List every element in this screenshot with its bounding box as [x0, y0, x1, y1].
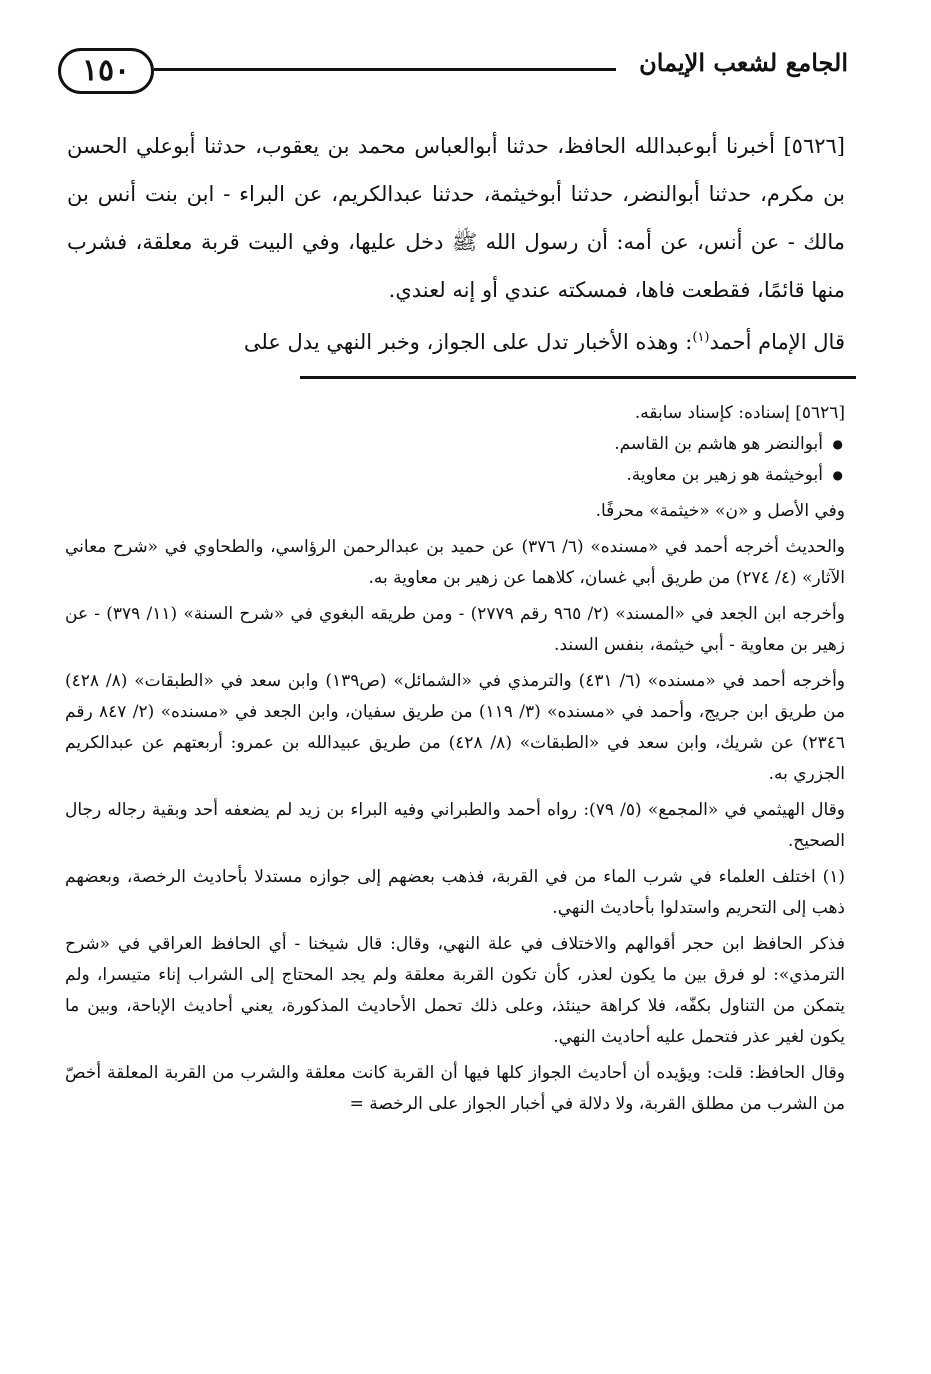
note-manuscript: وفي الأصل و «ن» «خيثمة» محرفًا. [595, 501, 845, 521]
footnote-marker: (١) [692, 330, 710, 345]
note-haythami: وقال الهيثمي في «المجمع» (٥/ ٧٩): رواه أحمد والطبراني وفيه البراء بن زيد لم يضعفه أحد وبقية رجاله رجال الصحيح. [65, 800, 846, 851]
footnote-1-hafiz: وقال الحافظ: قلت: ويؤيده أن أحاديث الجواز كلها فيها أن القربة كانت معلقة والشرب من القربة المعلقة أخصّ من الشرب من مطلق القربة، ولا دلالة في أخبار الجواز على الرخصة = [65, 1063, 845, 1114]
note-takhrij-others: وأخرجه أحمد في «مسنده» (٦/ ٤٣١) والترمذي في «الشمائل» (ص١٣٩) وابن سعد في «الطبقات» (٨/ ٤٢٨) من طريق ابن جريج، وأحمد في «مسنده» (٣/ ١١٩) من طريق سفيان، وابن الجعد في «مسنده» (٢/ ٨٤٧ رقم ٢٣٤٦) عن شريك، وابن سعد في «الطبقات» (٨/ ٤٢٨) من طريق عبيدالله بن عمرو: أربعتهم عن عبدالكريم الجزري به. [65, 671, 846, 784]
note-bullet-abunnadr: ● أبوالنضر هو هاشم بن القاسم. [65, 429, 845, 460]
footnotes [65, 398, 845, 1120]
imam-text-start: قال الإمام أحمد [709, 330, 845, 354]
page-number: ١٥٠ [58, 48, 154, 94]
footnote-1-ibn-hajar: فذكر الحافظ ابن حجر أقوالهم والاختلاف في علة النهي، وقال: قال شيخنا - أي الحافظ العراقي في «شرح الترمذي»: لو فرق بين ما يكون لعذر، كأن تكون القربة معلقة ولم يجد المحتاج إلى الشراب إناء متيسرا، ولم يتمكن من التناول بكفّه، فلا كراهة حينئذ، وعلى ذلك تحمل الأحاديث المذكورة، يعني أحاديث الإباحة، وبين ما يكون لغير عذر فتحمل عليه أحاديث النهي. [65, 934, 845, 1047]
page-header [58, 40, 848, 102]
main-text [67, 122, 845, 366]
hadith-paragraph: [٥٦٢٦] أخبرنا أبوعبدالله الحافظ، حدثنا أبوالعباس محمد بن يعقوب، حدثنا أبوعلي الحسن بن مكرم، حدثنا أبوالنضر، حدثنا أبوخيثمة، حدثنا عبدالكريم، عن البراء - ابن بنت أنس بن مالك - عن أنس، عن أمه: أن رسول الله ﷺ دخل عليها، وفي البيت قربة معلقة، فشرب منها قائمًا، فقطعت فاها، فمسكته عندي أو إنه لعندي. [67, 134, 845, 302]
note-bullet-abukhaythama: ● أبوخيثمة هو زهير بن معاوية. [65, 460, 845, 491]
imam-text-end: : وهذه الأخبار تدل على الجواز، وخبر النهي يدل على [243, 330, 693, 354]
footnote-separator [300, 376, 856, 379]
note-takhrij-ahmad: والحديث أخرجه أحمد في «مسنده» (٦/ ٣٧٦) عن حميد بن عبدالرحمن الرؤاسي، والطحاوي في «شرح معاني الآثار» (٤/ ٢٧٤) من طريق أبي غسان، كلاهما عن زهير بن معاوية به. [65, 537, 845, 588]
note-takhrij-ibn-aljaad: وأخرجه ابن الجعد في «المسند» (٢/ ٩٦٥ رقم ٢٧٧٩) - ومن طريقه البغوي في «شرح السنة» (١١/ ٣٧٩) - عن زهير بن معاوية - أبي خيثمة، بنفس السند. [65, 604, 845, 655]
footnote-1: (١) اختلف العلماء في شرب الماء من في القربة، فذهب بعضهم إلى جوازه مستدلا بأحاديث الرخصة، وبعضهم ذهب إلى التحريم واستدلوا بأحاديث النهي. [65, 867, 845, 918]
book-title: الجامع لشعب الإيمان [639, 48, 848, 77]
note-isnad: [٥٦٢٦] إسناده: كإسناد سابقه. [634, 403, 845, 423]
imam-paragraph [67, 318, 845, 366]
header-rule [154, 68, 616, 71]
